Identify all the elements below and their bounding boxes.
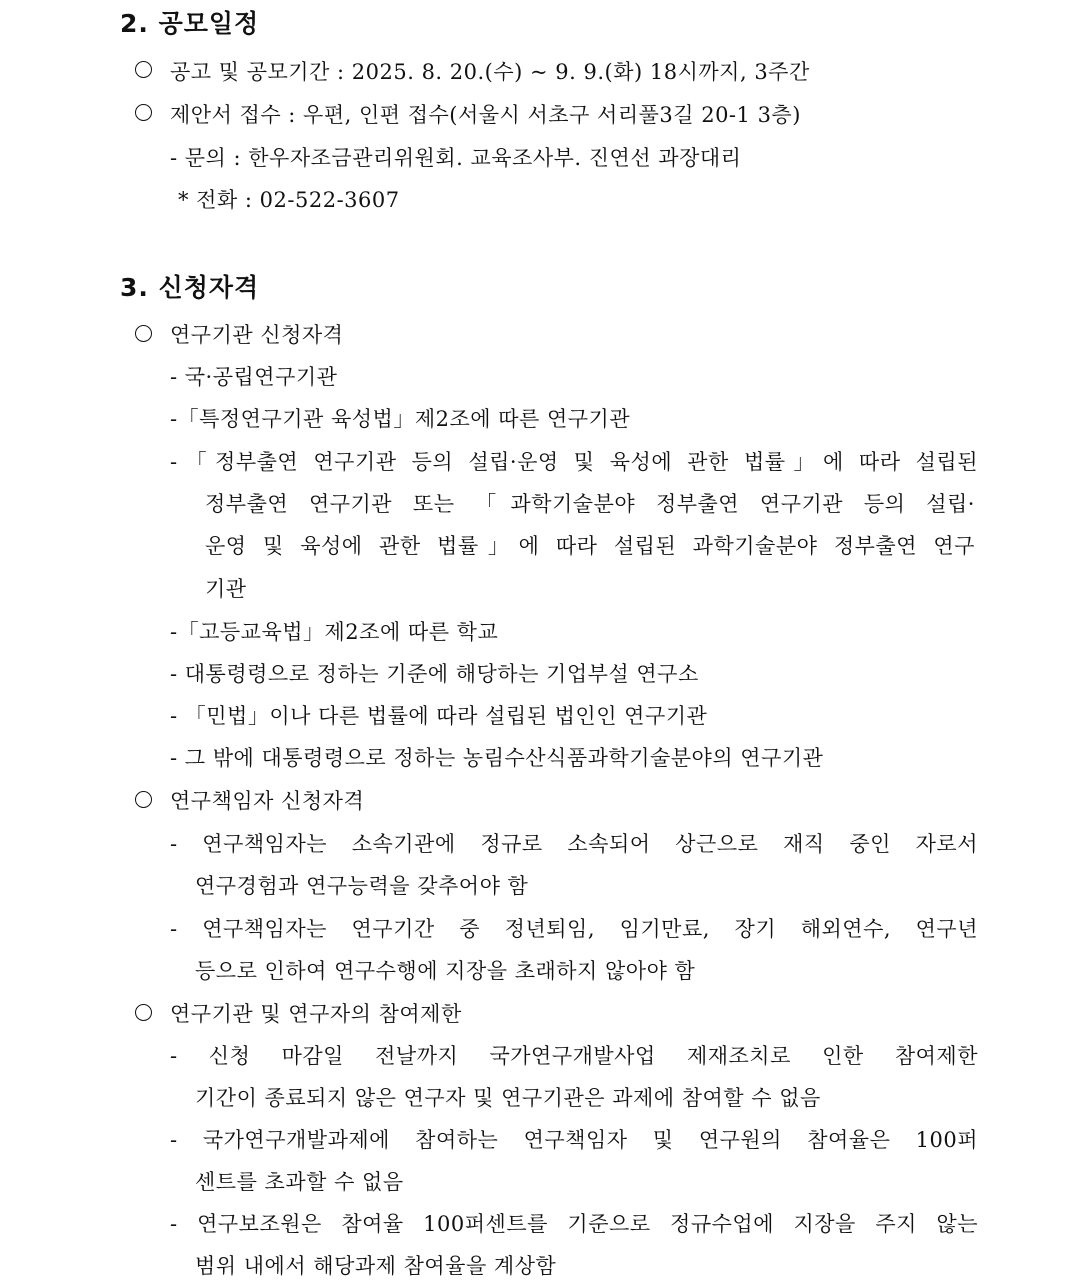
circle-bullet-icon [135, 325, 152, 342]
researcher-item-continued: 등으로 인하여 연구수행에 지장을 초래하지 않아야 함 [195, 959, 696, 983]
institution-item-text: 운영 및 육성에 관한 법률」에 따라 설립된 과학기술분야 정부출연 연구 [205, 534, 975, 558]
proposal-submission: 제안서 접수 : 우편, 인편 접수(서울시 서초구 서리풀3길 20-1 3층) [170, 103, 801, 127]
institution-item-text: 정부출연 연구기관 또는 「과학기술분야 정부출연 연구기관 등의 설립· [205, 492, 975, 516]
researcher-item-text: - 연구책임자는 연구기간 중 정년퇴임, 임기만료, 장기 해외연수, 연구년 [170, 917, 978, 941]
restriction-item [170, 1040, 978, 1070]
researcher-item-text: - 연구책임자는 소속기관에 정규로 소속되어 상근으로 재직 중인 자로서 [170, 832, 978, 856]
restriction-item-text: - 국가연구개발과제에 참여하는 연구책임자 및 연구원의 참여율은 100퍼 [170, 1128, 978, 1152]
restriction-item-continued: 범위 내에서 해당과제 참여율을 계상함 [195, 1254, 557, 1278]
inquiry-contact: - 문의 : 한우자조금관리위원회. 교육조사부. 진연선 과장대리 [170, 146, 742, 170]
circle-bullet-icon [135, 1004, 152, 1021]
restriction-item-continued: 센트를 초과할 수 없음 [195, 1170, 404, 1194]
institution-item [170, 446, 978, 476]
restriction-item-text: - 신청 마감일 전날까지 국가연구개발사업 제재조치로 인한 참여제한 [170, 1044, 978, 1068]
institution-item: - 그 밖에 대통령령으로 정하는 농림수산식품과학기술분야의 연구기관 [170, 746, 824, 770]
restriction-item-text: - 연구보조원은 참여율 100퍼센트를 기준으로 정규수업에 지장을 주지 않는 [170, 1212, 978, 1236]
researcher-item [170, 828, 978, 858]
circle-bullet-icon [135, 61, 152, 78]
schedule-period: 공고 및 공모기간 : 2025. 8. 20.(수) ~ 9. 9.(화) 18시까지, 3주간 [170, 60, 810, 84]
institution-item: -「특정연구기관 육성법」제2조에 따른 연구기관 [170, 407, 631, 431]
institution-item: -「고등교육법」제2조에 따른 학교 [170, 620, 499, 644]
institution-item: - 「민법」이나 다른 법률에 따라 설립된 법인인 연구기관 [170, 704, 708, 728]
researcher-item [170, 913, 978, 943]
restriction-item [170, 1124, 978, 1154]
group-researcher-heading: 연구책임자 신청자격 [170, 789, 365, 813]
restriction-item-continued: 기간이 종료되지 않은 연구자 및 연구기관은 과제에 참여할 수 없음 [195, 1086, 821, 1110]
phone-number: * 전화 : 02-522-3607 [178, 188, 400, 212]
group-restriction-heading: 연구기관 및 연구자의 참여제한 [170, 1002, 462, 1026]
group-institution-heading: 연구기관 신청자격 [170, 323, 344, 347]
institution-item-continued [205, 488, 975, 518]
institution-item: - 대통령령으로 정하는 기준에 해당하는 기업부설 연구소 [170, 662, 699, 686]
institution-item: - 국·공립연구기관 [170, 365, 338, 389]
section-2-title: 2. 공모일정 [120, 9, 260, 38]
circle-bullet-icon [135, 104, 152, 121]
institution-item-continued: 기관 [205, 577, 247, 601]
institution-item-continued [205, 530, 975, 560]
restriction-item [170, 1208, 978, 1238]
researcher-item-continued: 연구경험과 연구능력을 갖추어야 함 [195, 874, 529, 898]
institution-item-text: -「정부출연 연구기관 등의 설립·운영 및 육성에 관한 법률」에 따라 설립된 [170, 450, 978, 474]
circle-bullet-icon [135, 791, 152, 808]
section-3-title: 3. 신청자격 [120, 273, 260, 302]
